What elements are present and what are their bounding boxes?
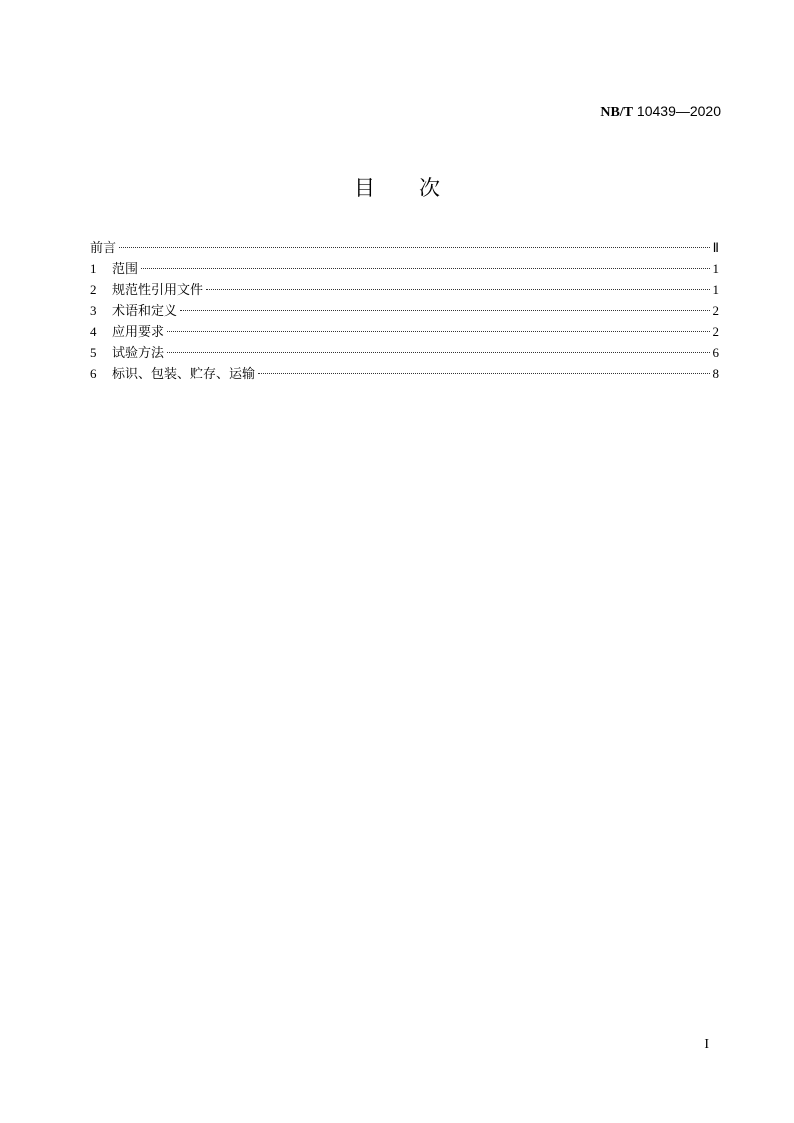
page-number: I: [704, 1037, 709, 1052]
toc-entry-page: 1: [712, 261, 719, 276]
toc-entry-4[interactable]: [90, 321, 719, 342]
toc-entry-page: 8: [712, 366, 719, 381]
toc-entry-label: 术语和定义: [112, 304, 178, 319]
toc-entry-number: 4: [90, 324, 97, 339]
toc-entry-number: 1: [90, 261, 97, 276]
toc-entry-5[interactable]: [90, 342, 719, 363]
toc-entry-label: 试验方法: [112, 346, 165, 361]
toc-entry-page: Ⅱ: [712, 240, 719, 255]
toc-entry-number: 3: [90, 303, 97, 318]
toc-entry-number: 6: [90, 366, 97, 381]
toc-entry-label: 规范性引用文件: [112, 283, 204, 298]
toc-entry-2[interactable]: [90, 279, 719, 300]
toc-dot-leader: [206, 289, 709, 290]
toc-dot-leader: [167, 331, 709, 332]
toc-entry-3[interactable]: [90, 300, 719, 321]
standard-code-prefix: NB/T: [600, 105, 634, 120]
page-title: 目次: [354, 176, 484, 200]
toc-entry-label: 应用要求: [112, 325, 165, 340]
toc-entry-page: 2: [712, 303, 719, 318]
toc-entry-foreword[interactable]: [90, 237, 719, 258]
toc-dot-leader: [119, 247, 710, 248]
toc-entry-page: 2: [712, 324, 719, 339]
toc-entry-6[interactable]: [90, 363, 719, 384]
toc-entry-1[interactable]: [90, 258, 719, 279]
toc-dot-leader: [258, 373, 709, 374]
toc-entry-label: 前言: [90, 241, 117, 256]
toc-entry-label: 范围: [112, 262, 139, 277]
toc-entry-page: 6: [712, 345, 719, 360]
toc-entry-number: 2: [90, 282, 97, 297]
table-of-contents: [90, 237, 719, 384]
toc-dot-leader: [141, 268, 709, 269]
standard-code-number: 10439—2020: [636, 103, 721, 119]
toc-dot-leader: [180, 310, 709, 311]
toc-dot-leader: [167, 352, 709, 353]
toc-entry-page: 1: [712, 282, 719, 297]
standard-code: [600, 103, 721, 121]
toc-entry-number: 5: [90, 345, 97, 360]
toc-entry-label: 标识、包装、贮存、运输: [112, 367, 256, 382]
